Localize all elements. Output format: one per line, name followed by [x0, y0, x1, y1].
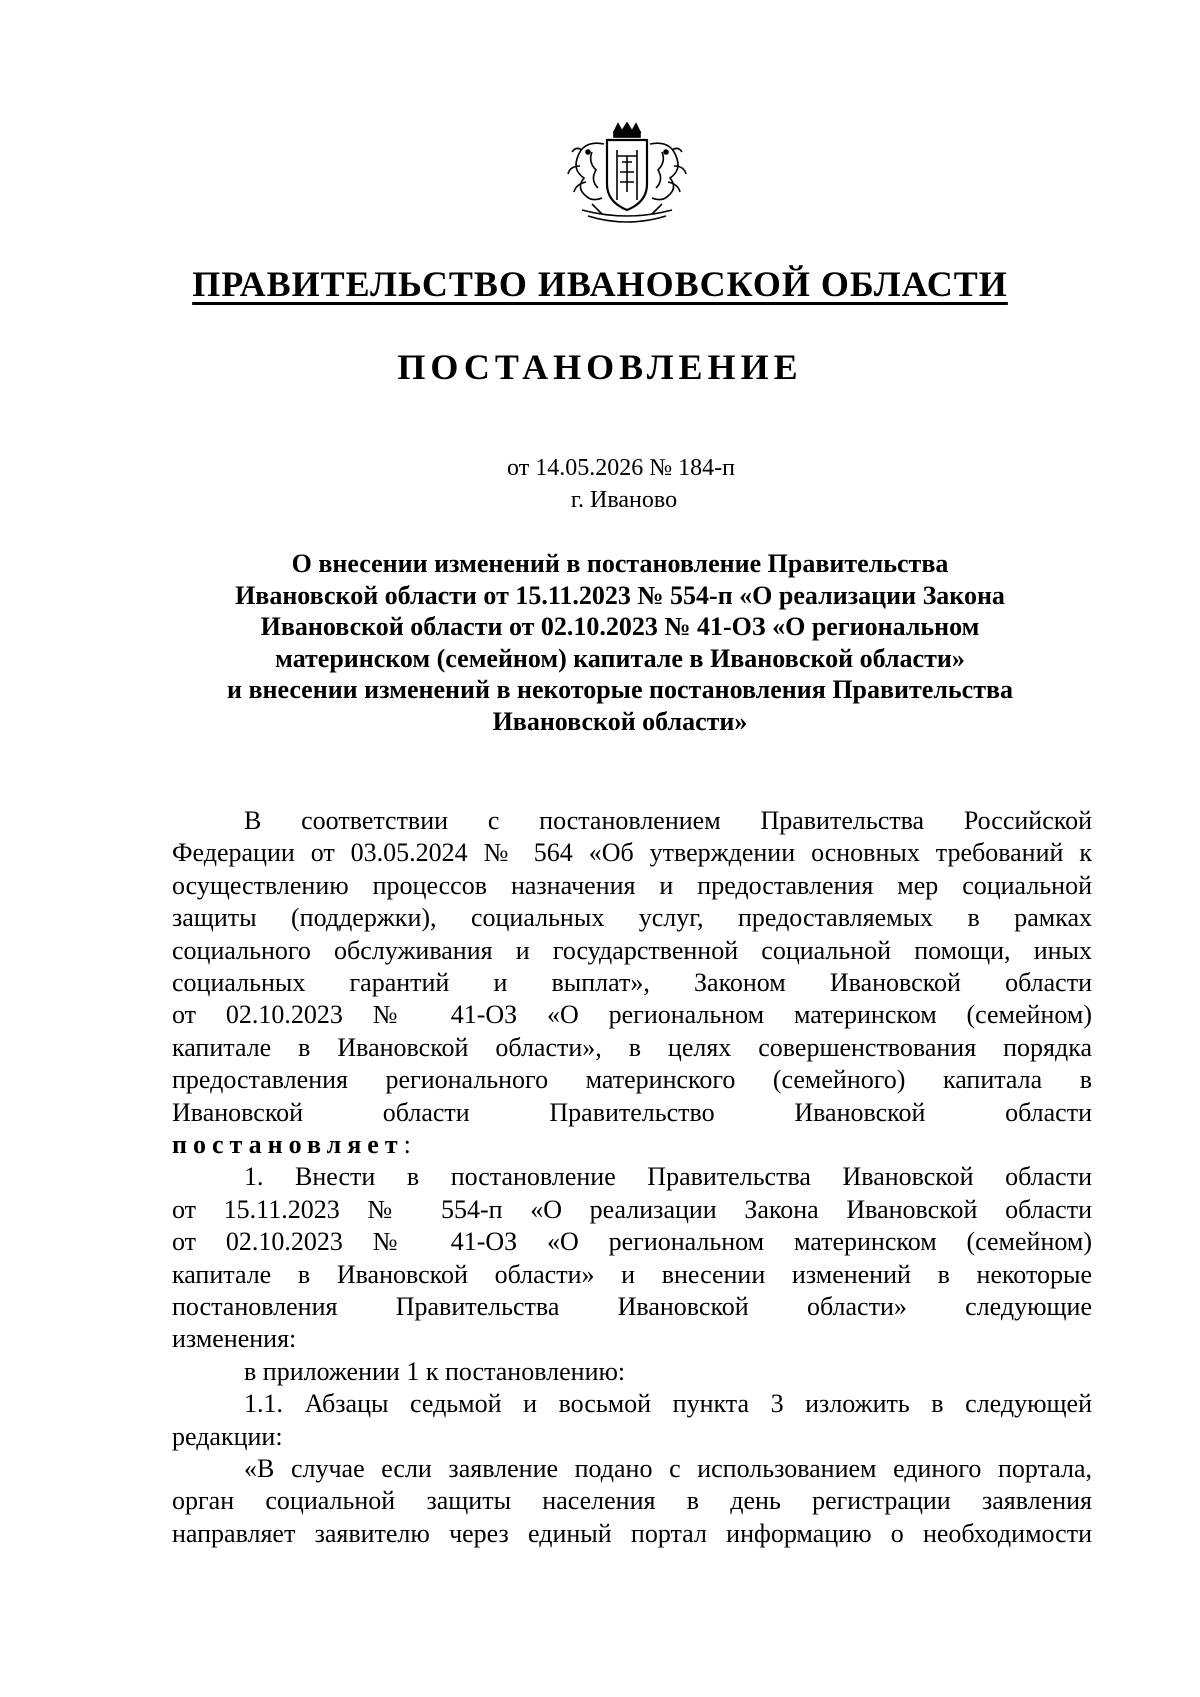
body-line: изменения: [172, 1324, 297, 1354]
body-line: 1. Внести в постановление Правительства Ивановской области [244, 1162, 1092, 1192]
body-line: осуществлению процессов назначения и предоставления мер социальной [172, 870, 1092, 900]
body-line: орган социальной защиты населения в день регистрации заявления [172, 1486, 1092, 1516]
coat-of-arms-icon [562, 122, 692, 232]
body-line: капитале в Ивановской области», в целях совершенствования порядка [172, 1032, 1092, 1062]
body-line: от 02.10.2023 № 41-ОЗ «О региональном материнском (семейном) [172, 1000, 1092, 1030]
body-line: 1.1. Абзацы седьмой и восьмой пункта 3 изложить в следующей [244, 1389, 1092, 1419]
subject-line: и внесении изменений в некоторые постановления Правительства [226, 675, 1014, 704]
subject-line: Ивановской области от 02.10.2023 № 41-ОЗ «О региональном [260, 612, 980, 641]
resolves-word: постановляет [172, 1129, 404, 1159]
resolves-colon: : [403, 1129, 411, 1159]
item-1-paragraph [172, 1161, 1092, 1550]
body-line: «В случае если заявление подано с использованием единого портала, [244, 1453, 1092, 1483]
resolves-line [172, 1129, 1092, 1161]
subject-line: материнском (семейном) капитале в Ивановской области» [275, 643, 965, 673]
government-title [0, 262, 1200, 306]
coat-of-arms-emblem [562, 122, 692, 232]
body-line: направляет заявителю через единый портал информацию о необходимости [172, 1518, 1092, 1548]
appendix-line: в приложении 1 к постановлению: [244, 1356, 626, 1386]
body-line: социальных гарантий и выплат», Законом Ивановской области [172, 967, 1092, 997]
body-line: Федерации от 03.05.2024 № 564 «Об утверждении основных требований к [172, 838, 1092, 868]
date-number: от 14.05.2026 № 184-п [507, 455, 735, 481]
document-subject [170, 548, 1070, 737]
body-line: В соответствии с постановлением Правительства Российской [244, 806, 1092, 835]
subject-line: О внесении изменений в постановление Правительства [291, 549, 949, 578]
body-line: социального обслуживания и государственной социальной помощи, иных [172, 935, 1092, 965]
body-line: предоставления регионального материнского (семейного) капитала в [172, 1065, 1092, 1095]
body-line: от 15.11.2023 № 554-п «О реализации Закона Ивановской области [172, 1194, 1092, 1224]
body-line: капитале в Ивановской области» и внесении изменений в некоторые [172, 1259, 1092, 1289]
subject-line: Ивановской области» [492, 706, 748, 736]
subject-line: Ивановской области от 15.11.2023 № 554-п «О реализации Закона [235, 580, 1005, 610]
body-line: постановления Правительства Ивановской области» следующие [172, 1291, 1092, 1321]
preamble-paragraph [172, 805, 1092, 1161]
body-line: защиты (поддержки), социальных услуг, предоставляемых в рамках [172, 903, 1092, 933]
city: г. Иваново [570, 487, 678, 513]
body-line: от 02.10.2023 № 41-ОЗ «О региональном материнском (семейном) [172, 1227, 1092, 1257]
body-line: Ивановской области Правительство Ивановской области [172, 1097, 1092, 1127]
document-type-title: ПОСТАНОВЛЕНИЕ [397, 347, 803, 387]
government-title-text: ПРАВИТЕЛЬСТВО ИВАНОВСКОЙ ОБЛАСТИ [192, 264, 1008, 304]
body-line: редакции: [172, 1421, 283, 1451]
document-meta [0, 452, 1200, 516]
